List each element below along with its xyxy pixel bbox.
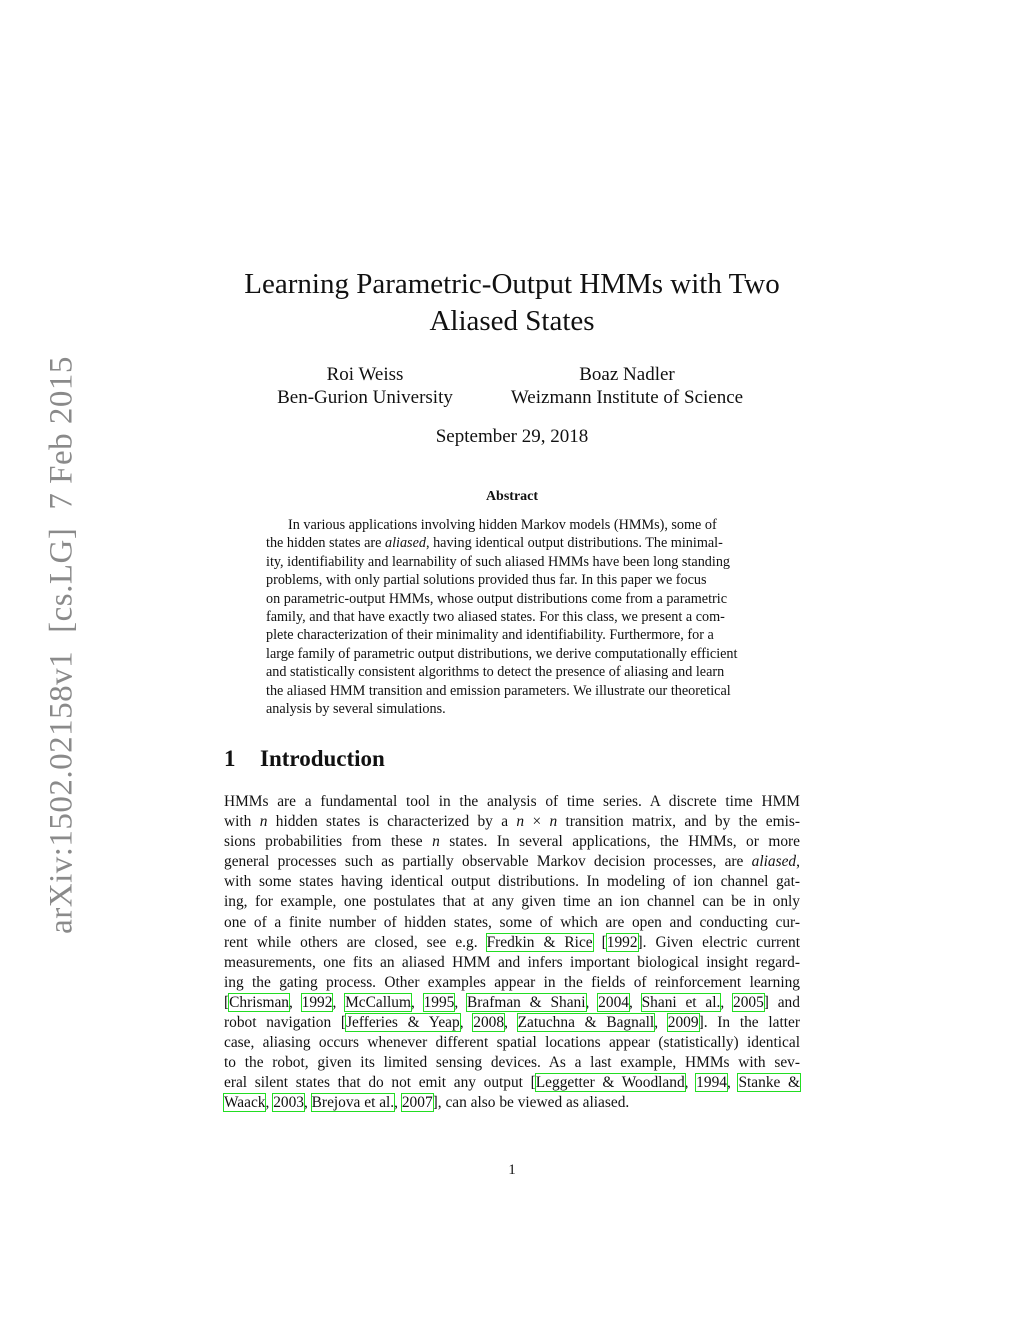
citation-brafman-shani[interactable]: Brafman & Shani (467, 993, 586, 1011)
citation-stanke-waack-year[interactable]: 2003 (273, 1094, 304, 1112)
author-block-1 (262, 363, 468, 409)
body-text: transition matrix, and by the emis- (557, 813, 801, 831)
abstract-line: family, and that have exactly two aliased states. For this class, we present a com- (266, 608, 725, 625)
citation-brejova[interactable]: Brejova et al. (311, 1094, 395, 1112)
author-affiliation: Ben-Gurion University (277, 387, 453, 408)
section-title-text: Introduction (260, 746, 385, 771)
body-line: eral silent states that do not emit any output [Leggetter & Woodland, 1994, Stanke & (224, 1074, 800, 1092)
body-line: [Chrisman, 1992, McCallum, 1995, Brafman & Shani, 2004, Shani et al., 2005] and (224, 993, 800, 1011)
body-line: one of a finite number of hidden states, some of which are open and conducting cur- (224, 913, 800, 931)
citation-leggetter-woodland-year[interactable]: 1994 (696, 1074, 727, 1092)
introduction-paragraph (224, 792, 800, 1114)
citation-brejova-year[interactable]: 2007 (401, 1094, 433, 1112)
body-text: and (768, 993, 800, 1011)
abstract-line: plete characterization of their minimality and identifiability. Furthermore, for a (266, 627, 714, 644)
citation-leggetter-woodland[interactable]: Leggetter & Woodland (535, 1074, 685, 1092)
citation-fredkin-rice[interactable]: Fredkin & Rice (486, 933, 593, 951)
abstract-line: In various applications involving hidden Markov models (HMMs), some of (288, 517, 717, 533)
abstract-line: analysis by several simulations. (266, 700, 446, 717)
math-symbol: n (432, 833, 440, 851)
body-text: , (796, 853, 800, 871)
body-line: case, aliasing occurs whenever different spatial locations appear (statistically) identical (224, 1034, 800, 1052)
body-line: measurements, one fits an aliased HMM and infers important biological insight regard- (224, 953, 800, 971)
body-line: rent while others are closed, see e.g. Fredkin & Rice [1992]. Given electric current (224, 933, 800, 951)
body-emphasis: aliased (751, 853, 797, 871)
citation-jefferies-yeap-year[interactable]: 2008 (473, 1014, 505, 1032)
body-text: general processes such as partially observable Markov decision processes, are (224, 853, 752, 871)
body-text: eral silent states that do not emit any output (224, 1074, 531, 1092)
body-line: to the robot, given its limited sensing devices. As a last example, HMMs with sev- (224, 1054, 800, 1072)
body-text: , can also be viewed as aliased. (437, 1094, 630, 1112)
section-number: 1 (224, 746, 236, 771)
title-line-2: Aliased States (429, 305, 595, 337)
abstract-line: on parametric-output HMMs, whose output distributions come from a parametric (266, 590, 727, 607)
abstract-line: and statistically consistent algorithms to detect the presence of aliasing and learn (266, 664, 725, 681)
body-text: with (224, 813, 260, 831)
citation-shani[interactable]: Shani et al. (641, 993, 721, 1011)
citation-zatuchna-bagnall[interactable]: Zatuchna & Bagnall (517, 1014, 655, 1032)
citation-fredkin-rice-year[interactable]: 1992 (606, 933, 638, 951)
abstract-line: the aliased HMM transition and emission parameters. We illustrate our theoretical (266, 682, 731, 699)
body-line: robot navigation [Jefferies & Yeap, 2008, Zatuchna & Bagnall, 2009]. In the latter (224, 1014, 800, 1032)
abstract-line: ity, identifiability and learnability of such aliased HMMs have been long standing (266, 553, 731, 570)
math-symbol: n (259, 813, 268, 831)
body-text: . In the latter (703, 1014, 800, 1032)
citation-chrisman[interactable]: Chrisman (229, 993, 289, 1011)
body-text: robot navigation (224, 1014, 341, 1032)
title-line-1: Learning Parametric-Output HMMs with Two (244, 268, 780, 300)
citation-stanke-waack-cont[interactable]: Waack (224, 1094, 266, 1112)
math-symbol: × (524, 813, 550, 831)
abstract-text: the hidden states are (266, 535, 385, 552)
arxiv-identifier-stamp (44, 356, 81, 934)
arxiv-date: 7 Feb 2015 (43, 356, 80, 510)
paper-date: September 29, 2018 (435, 426, 589, 447)
citation-zatuchna-bagnall-year[interactable]: 2009 (667, 1014, 699, 1032)
page-number: 1 (508, 1162, 516, 1178)
citation-jefferies-yeap[interactable]: Jefferies & Yeap (346, 1014, 460, 1032)
math-symbol: n (516, 813, 525, 831)
section-heading (224, 746, 385, 772)
paper-title (230, 266, 794, 340)
abstract-text: , having identical output distributions. The minimal- (425, 535, 723, 552)
arxiv-category: [cs.LG] (43, 527, 80, 633)
body-text: . Given electric current (642, 933, 800, 951)
abstract-line: problems, with only partial solutions provided thus far. In this paper we focus (266, 572, 707, 589)
abstract-heading: Abstract (485, 489, 539, 504)
body-text: rent while others are closed, see e.g. (224, 933, 487, 951)
body-line: ing the gating process. Other examples appear in the fields of reinforcement learning (224, 973, 800, 991)
body-text: states. In several applications, the HMMs, or more (439, 833, 800, 851)
citation-stanke-waack[interactable]: Stanke & (738, 1074, 800, 1092)
abstract-line: large family of parametric output distributions, we derive computationally efficient (266, 645, 738, 662)
citation-chrisman-year[interactable]: 1992 (301, 993, 333, 1011)
body-line: ing, for example, one postulates that at any given time an ion channel can be in only (224, 893, 800, 911)
abstract-body (266, 516, 758, 718)
body-line: Waack, 2003, Brejova et al., 2007], can also be viewed as aliased. (224, 1094, 630, 1112)
citation-shani-year[interactable]: 2005 (733, 993, 764, 1011)
author-block-2 (498, 363, 756, 409)
author-name: Roi Weiss (326, 364, 404, 385)
abstract-emphasis: aliased (384, 535, 426, 552)
citation-mccallum-year[interactable]: 1995 (423, 993, 455, 1011)
body-line: with some states having identical output distributions. In modeling of ion channel gat- (224, 873, 800, 891)
body-line (224, 852, 800, 872)
abstract-line (266, 534, 758, 552)
math-symbol: n (549, 813, 558, 831)
citation-brafman-shani-year[interactable]: 2004 (598, 993, 629, 1011)
arxiv-id: arXiv:1502.02158v1 (43, 650, 80, 934)
body-line (224, 812, 800, 832)
body-text: hidden states is characterized by a (267, 813, 517, 831)
author-affiliation: Weizmann Institute of Science (510, 387, 744, 408)
body-text: sions probabilities from these (224, 833, 433, 851)
body-line: HMMs are a fundamental tool in the analysis of time series. A discrete time HMM (224, 793, 800, 810)
citation-mccallum[interactable]: McCallum (345, 993, 411, 1011)
author-name: Boaz Nadler (579, 364, 675, 385)
body-line (224, 832, 800, 852)
